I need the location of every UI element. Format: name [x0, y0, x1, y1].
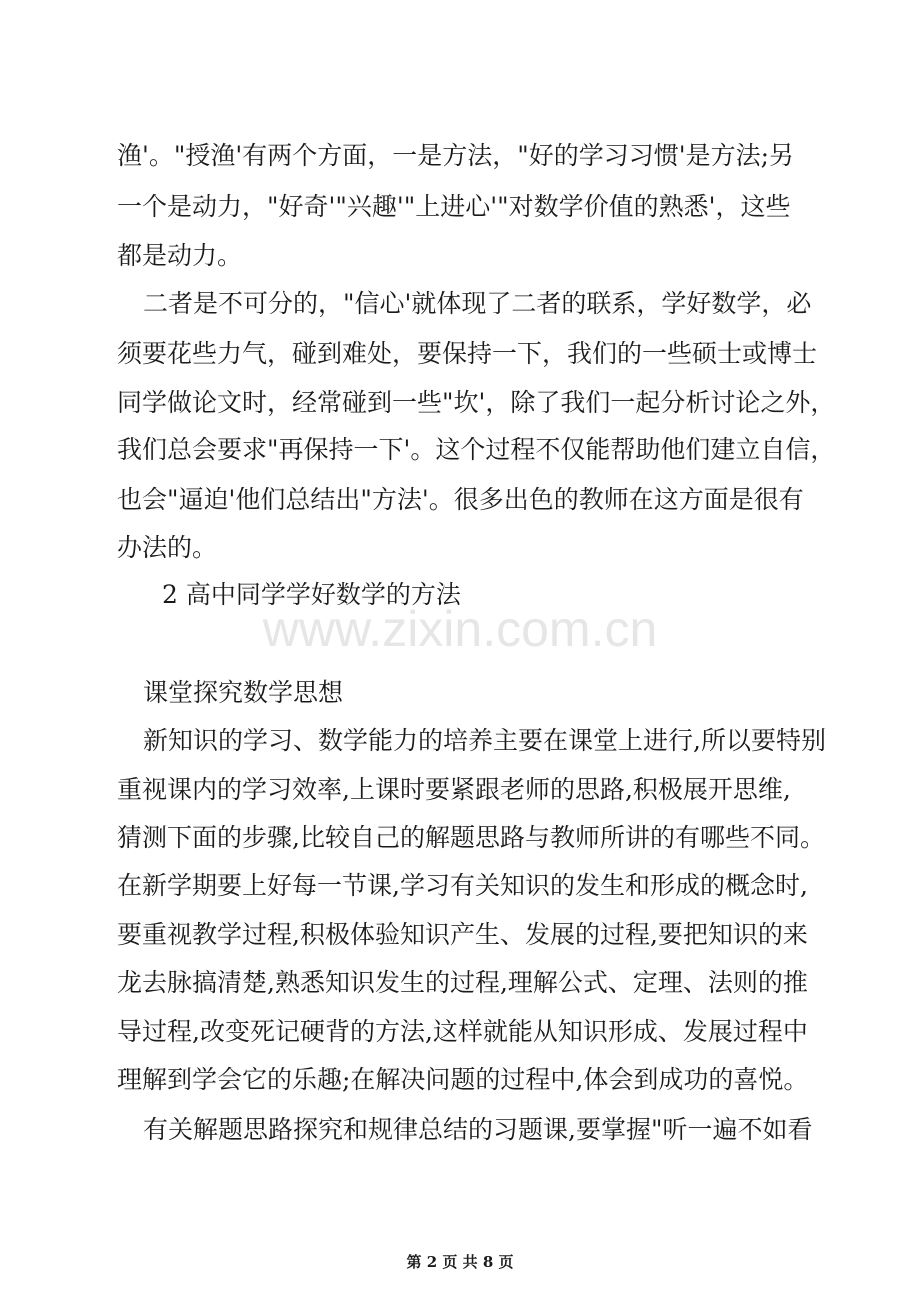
- text-line: 也会"逼迫'他们总结出"方法'。很多出色的教师在这方面是很有: [117, 485, 804, 514]
- text-line: 导过程,改变死记硬背的方法,这样就能从知识形成、发展过程中: [117, 1017, 808, 1046]
- text-line: 办法的。: [117, 533, 218, 562]
- text-line: 渔'。"授渔'有两个方面，一是方法，"好的学习习惯'是方法;另: [117, 141, 795, 170]
- text-line: 同学做论文时，经常碰到一些"坎'，除了我们一起分析讨论之外，: [117, 388, 836, 417]
- text-line: 须要花些力气，碰到难处，要保持一下，我们的一些硕士或博士: [117, 339, 818, 368]
- subsection-heading: 课堂探究数学思想: [143, 678, 344, 707]
- text-line: 在新学期要上好每一节课,学习有关知识的发生和形成的概念时,: [117, 871, 808, 900]
- text-line: 一个是动力，"好奇'"兴趣'"上进心'"对数学价值的熟悉'，这些: [117, 192, 791, 221]
- text-line: 龙去脉搞清楚,熟悉知识发生的过程,理解公式、定理、法则的推: [117, 968, 808, 997]
- text-line: 都是动力。: [117, 241, 243, 270]
- text-line: 理解到学会它的乐趣;在解决问题的过程中,体会到成功的喜悦。: [117, 1065, 809, 1094]
- text-line: 要重视教学过程,积极体验知识产生、发展的过程,要把知识的来: [117, 920, 808, 949]
- page-number-footer: 第 2 页 共 8 页: [406, 1253, 514, 1271]
- text-line: 重视课内的学习效率,上课时要紧跟老师的思路,积极展开思维,: [117, 775, 791, 804]
- watermark: www.zixin.com.cn: [262, 601, 658, 657]
- paragraph-start-line: 二者是不可分的，"信心'就体现了二者的联系，学好数学，必: [143, 289, 812, 318]
- text-line: 猜测下面的步骤,比较自己的解题思路与教师所讲的有哪些不同。: [117, 823, 825, 852]
- text-line: 我们总会要求"再保持一下'。这个过程不仅能帮助他们建立自信，: [117, 435, 836, 464]
- paragraph-start-line: 有关解题思路探究和规律总结的习题课,要掌握"听一遍不如看: [143, 1115, 813, 1144]
- section-heading: 2 高中同学学好数学的方法: [162, 580, 461, 609]
- paragraph-start-line: 新知识的学习、数学能力的培养主要在课堂上进行,所以要特别: [143, 726, 826, 755]
